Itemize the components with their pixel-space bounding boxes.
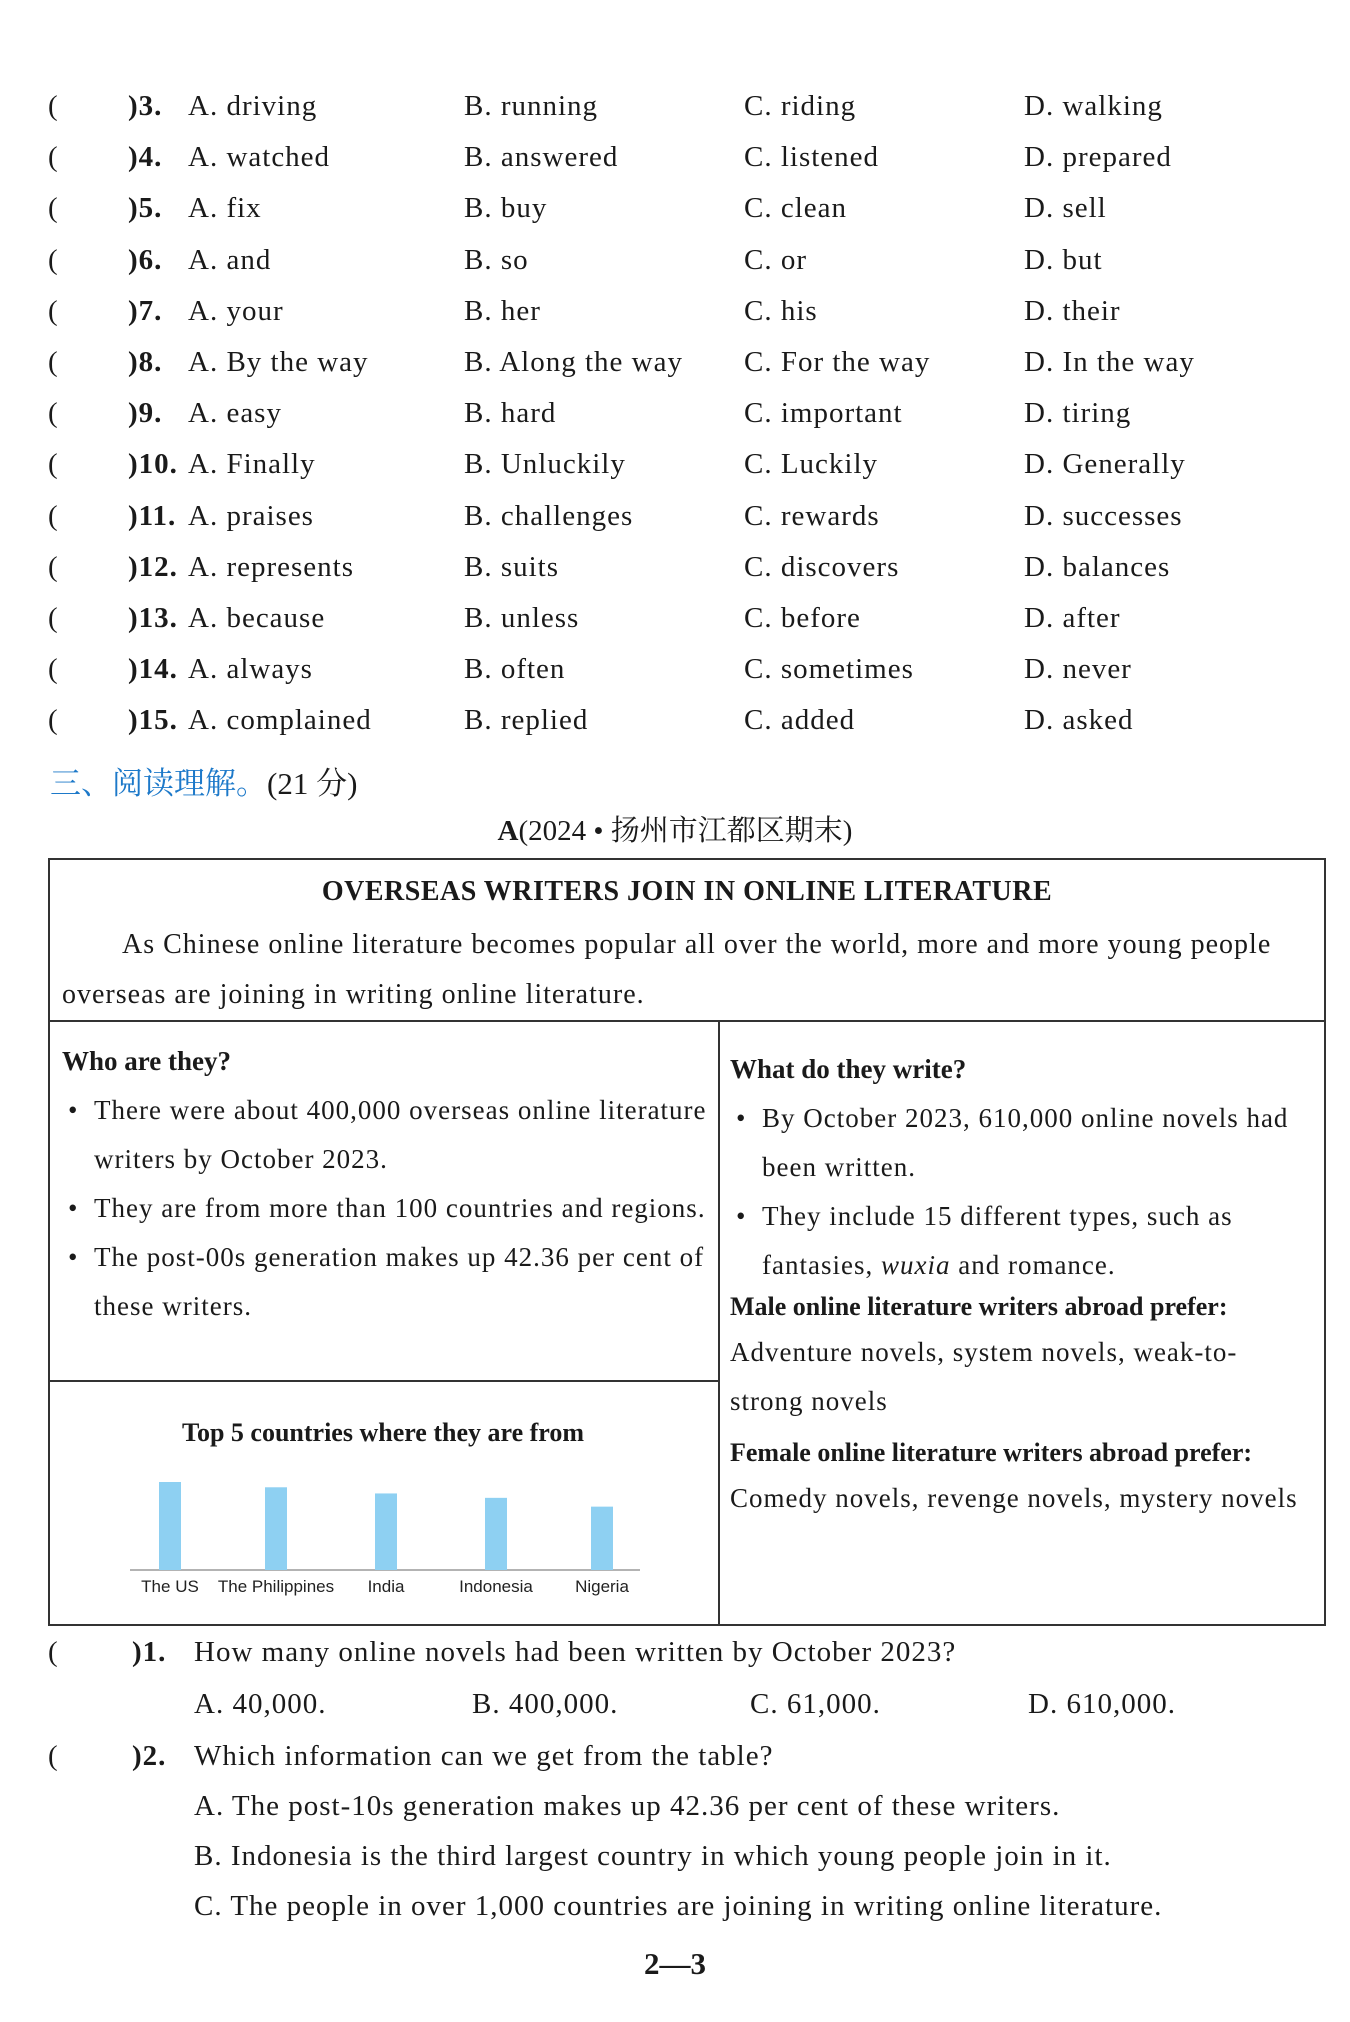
answer-paren: ( [48,448,59,481]
option-a: A. fix [188,192,262,225]
question-1-option-a: A. 40,000. [194,1688,327,1720]
option-c: C. important [744,397,903,430]
option-d: D. balances [1024,550,1171,583]
male-prefer-heading: Male online literature writers abroad prefer: [730,1292,1228,1321]
chart-category-label: Indonesia [459,1577,533,1596]
option-c: C. clean [744,192,848,225]
option-d: D. their [1024,294,1121,327]
answer-paren: ( [48,346,59,378]
option-a: A. complained [188,704,372,737]
cloze-row [48,346,1288,397]
answer-paren: ( [48,397,59,430]
answer-paren-1: ( [48,1636,59,1668]
what-heading: What do they write? [730,1054,967,1084]
answer-paren: ( [48,653,59,686]
option-d: D. after [1024,602,1121,634]
option-c: C. discovers [744,550,900,583]
who-heading: Who are they? [62,1046,231,1076]
option-b: B. running [464,90,599,122]
question-1-stem: How many online novels had been written by October 2023? [194,1636,957,1668]
option-c: C. rewards [744,499,880,532]
option-d: D. In the way [1024,346,1195,378]
option-d: D. successes [1024,499,1183,532]
option-b: B. challenges [464,499,634,532]
what-bullet-2-text: They include 15 different types, such as fantasies, [762,1201,1233,1280]
option-a: A. because [188,602,326,634]
question-number: )10. [128,448,178,481]
female-prefer-text: Comedy novels, revenge novels, mystery novels [730,1483,1298,1513]
answer-paren: ( [48,499,59,532]
option-c: C. or [744,243,807,276]
question-number: )11. [128,499,177,532]
cloze-row [48,244,1288,295]
option-a: A. represents [188,550,355,583]
question-1-number: )1. [132,1636,167,1668]
question-2-option-a: A. The post-10s generation makes up 42.36 per cent of these writers. [194,1790,1061,1822]
chart-category-label: Nigeria [575,1577,629,1596]
option-b: B. hard [464,397,557,430]
who-bullet-1: • There were about 400,000 overseas online literature writers by October 2023. [64,1086,708,1184]
section-title-text: 三、阅读理解。 [50,766,267,802]
option-a: A. praises [188,499,314,532]
passage-letter: A [497,815,519,847]
cloze-row [48,653,1288,704]
table-divider [50,1020,1324,1022]
chart-bar [375,1493,397,1570]
section-points: (21 分) [267,766,358,801]
option-b: B. answered [464,141,619,174]
option-a: A. and [188,243,272,276]
question-1-option-c: C. 61,000. [750,1688,881,1720]
answer-paren: ( [48,550,59,583]
question-2-number: )2. [132,1740,167,1772]
question-1-option-b: B. 400,000. [472,1688,619,1720]
option-a: A. driving [188,90,318,122]
option-c: C. listened [744,141,880,174]
option-c: C. Luckily [744,448,879,481]
option-d: D. tiring [1024,397,1132,430]
option-c: C. riding [744,90,857,122]
table-title: OVERSEAS WRITERS JOIN IN ONLINE LITERATURE [321,876,1053,907]
question-number: )3. [128,90,163,122]
question-number: )15. [128,704,178,737]
option-d: D. never [1024,653,1132,686]
chart-bar [159,1482,181,1570]
chart-bar [485,1498,507,1570]
who-bullet-3: • The post-00s generation makes up 42.36 per cent of these writers. [64,1233,708,1331]
question-number: )7. [128,294,163,327]
option-a: A. your [188,294,284,327]
chart-category-label: India [367,1577,405,1596]
cloze-row [48,295,1288,346]
option-b: B. replied [464,704,589,737]
option-c: C. sometimes [744,653,914,686]
option-d: D. asked [1024,704,1134,737]
chart-title: Top 5 countries where they are from [182,1418,584,1447]
answer-paren: ( [48,141,59,174]
option-b: B. Along the way [464,346,683,378]
question-number: )6. [128,243,163,276]
option-b: B. buy [464,192,548,225]
who-list [64,1086,708,1331]
option-a: A. watched [188,141,331,174]
cloze-row [48,141,1288,192]
cloze-row [48,192,1288,243]
answer-paren: ( [48,192,59,225]
chart-bar [265,1487,287,1570]
cloze-row [48,704,1288,755]
page-number: 2—3 [644,1946,706,1981]
answer-paren: ( [48,90,59,122]
table-intro [62,920,1312,1020]
question-number: )4. [128,141,163,174]
option-b: B. often [464,653,566,686]
question-number: )8. [128,346,163,378]
what-bullet-2-italic: wuxia [880,1250,951,1280]
what-bullet-2-end: and romance. [950,1250,1116,1280]
cloze-row [48,448,1288,499]
passage-heading [0,808,1350,849]
option-c: C. added [744,704,856,737]
answer-paren: ( [48,243,59,276]
option-b: B. so [464,243,529,276]
what-bullet-1: • By October 2023, 610,000 online novels had been written. [732,1094,1302,1192]
answer-paren: ( [48,294,59,327]
chart-category-label: The Philippines [217,1577,335,1596]
male-prefer-text: Adventure novels, system novels, weak-to-strong novels [730,1337,1238,1416]
option-c: C. his [744,294,818,327]
question-number: )5. [128,192,163,225]
option-a: A. By the way [188,346,369,378]
question-number: )12. [128,550,178,583]
section-title [50,758,357,803]
option-b: B. unless [464,602,580,634]
option-d: D. sell [1024,192,1107,225]
question-2-option-b: B. Indonesia is the third largest country in which young people join in it. [194,1840,1112,1872]
question-number: )14. [128,653,178,686]
option-c: C. For the way [744,346,931,378]
question-number: )9. [128,397,163,430]
question-1-option-d: D. 610,000. [1028,1688,1176,1720]
table-column-divider [718,1020,720,1626]
table-intro-text: As Chinese online literature becomes popular all over the world, more and more young people overseas are joining in writing online literature. [62,929,1272,1010]
what-list [732,1094,1302,1290]
cloze-row [48,500,1288,551]
answer-paren-2: ( [48,1740,59,1772]
option-b: B. Unluckily [464,448,626,481]
option-d: D. Generally [1024,448,1186,481]
option-d: D. but [1024,243,1103,276]
option-c: C. before [744,602,861,634]
chart-category-label: The US [141,1577,199,1596]
table-cell-divider [50,1380,720,1382]
option-d: D. prepared [1024,141,1172,174]
passage-source: (2024 • 扬州市江都区期末) [518,815,853,847]
female-prefer-heading: Female online literature writers abroad prefer: [730,1438,1253,1467]
chart-bar [591,1507,613,1570]
option-d: D. walking [1024,90,1163,122]
option-b: B. her [464,294,541,327]
option-a: A. easy [188,397,282,430]
answer-paren: ( [48,602,59,634]
option-a: A. Finally [188,448,316,481]
option-b: B. suits [464,550,560,583]
what-bullet-2 [732,1192,1302,1290]
question-number: )13. [128,602,178,634]
cloze-row [48,397,1288,448]
answer-paren: ( [48,704,59,737]
cloze-row [48,551,1288,602]
cloze-row [48,602,1288,653]
question-2-stem: Which information can we get from the table? [194,1740,774,1772]
option-a: A. always [188,653,313,686]
who-bullet-2: • They are from more than 100 countries and regions. [64,1184,708,1233]
question-2-option-c: C. The people in over 1,000 countries are joining in writing online literature. [194,1890,1163,1922]
country-bar-chart [120,1470,680,1600]
cloze-row [48,90,1288,141]
